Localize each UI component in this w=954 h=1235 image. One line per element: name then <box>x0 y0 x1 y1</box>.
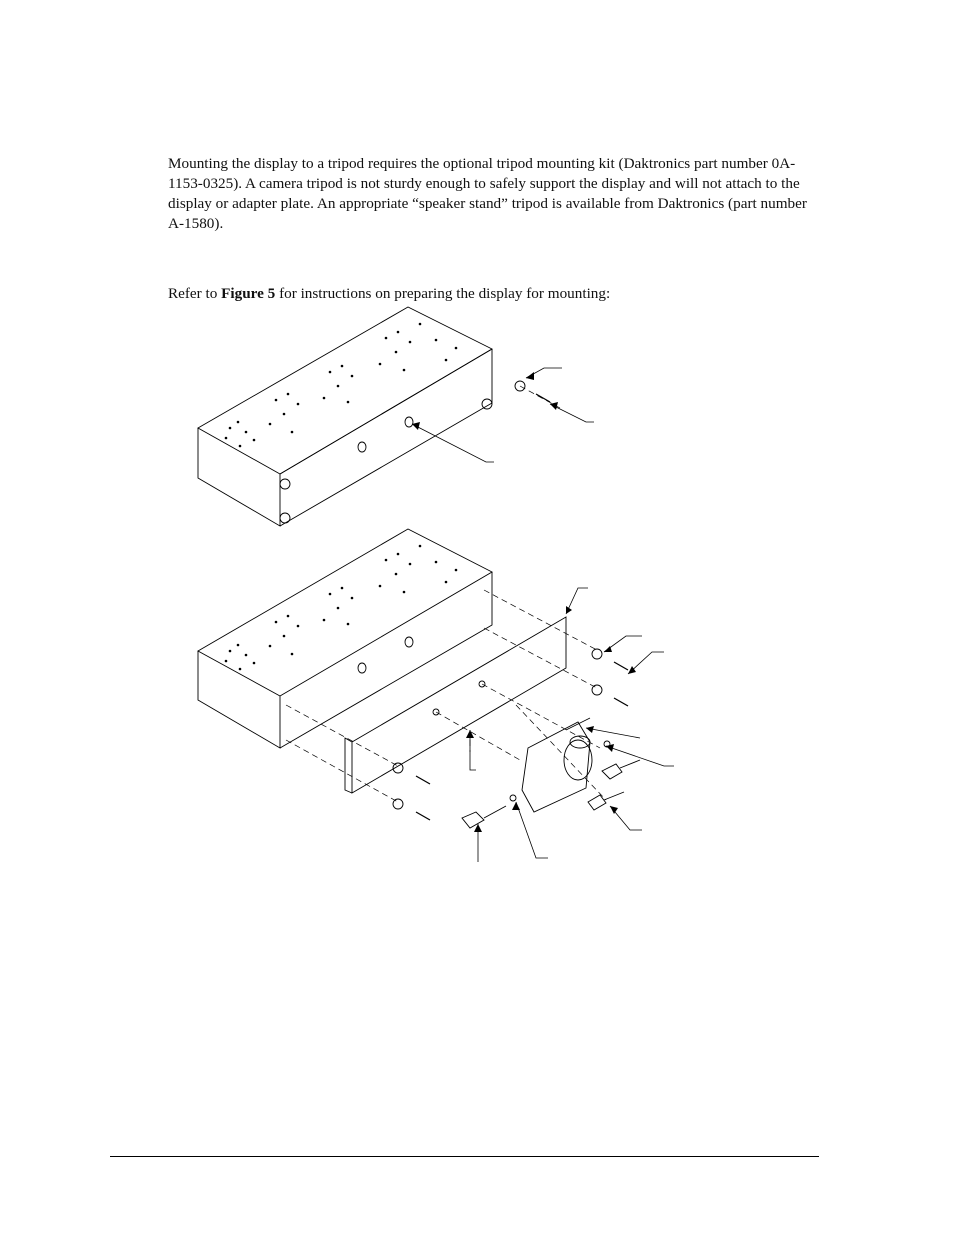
figure-reference: Figure 5 <box>221 285 276 302</box>
reference-prefix: Refer to <box>168 285 222 302</box>
display-bottom <box>198 529 492 748</box>
adapter-plate <box>352 617 566 793</box>
mounting-diagram <box>180 298 680 868</box>
footer-rule <box>110 1156 819 1157</box>
led-dots-bottom <box>225 545 458 671</box>
led-dots-top <box>225 323 458 448</box>
tripod-bracket <box>522 718 592 812</box>
reference-suffix: for instructions on preparing the display for mounting: <box>275 285 611 302</box>
intro-paragraph: Mounting the display to a tripod requires the optional tripod mounting kit (Daktronics part number 0A-1153-0325). A camera tripod is not sturdy enough to safely support the display and will not attach to the display or adapter plate. An appropriate “speaker stand” tripod is available from Daktronics (part number A-1580). <box>168 155 807 232</box>
display-top <box>198 307 492 526</box>
